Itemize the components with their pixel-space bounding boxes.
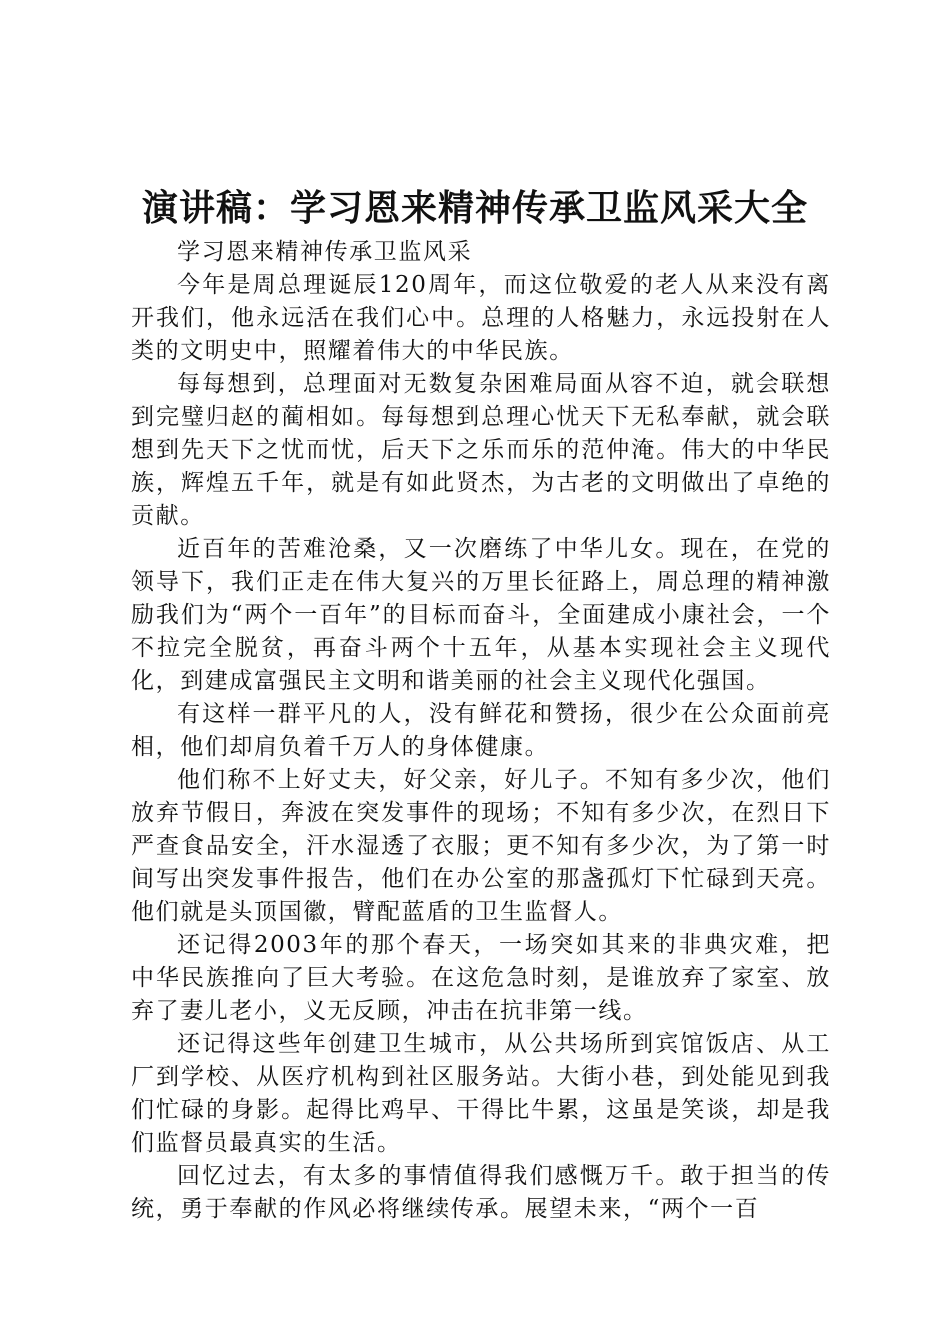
body-paragraph: 有这样一群平凡的人，没有鲜花和赞扬，很少在公众面前亮相，他们却肩负着千万人的身体健康。 [131, 701, 831, 760]
body-paragraph: 回忆过去，有太多的事情值得我们感慨万千。敢于担当的传统，勇于奉献的作风必将继续传承。展望未来，“两个一百 [131, 1163, 831, 1222]
body-paragraph: 近百年的苦难沧桑，又一次磨练了中华儿女。现在，在党的领导下，我们正走在伟大复兴的万里长征路上，周总理的精神激励我们为“两个一百年”的目标而奋斗，全面建成小康社会，一个不拉完全脱贫，再奋斗两个十五年，从基本实现社会主义现代化，到建成富强民主文明和谐美丽的社会主义现代化强国。 [131, 536, 831, 694]
document-title: 演讲稿：学习恩来精神传承卫监风采大全 [141, 187, 808, 229]
body-paragraph: 还记得2003年的那个春天，一场突如其来的非典灾难，把中华民族推向了巨大考验。在这危急时刻，是谁放弃了家室、放弃了妻儿老小，义无反顾，冲击在抗非第一线。 [131, 932, 831, 1024]
body-paragraph: 每每想到，总理面对无数复杂困难局面从容不迫，就会联想到完璧归赵的蔺相如。每每想到总理心忧天下无私奉献，就会联想到先天下之忧而忧，后天下之乐而乐的范仲淹。伟大的中华民族，辉煌五千年，就是有如此贤杰，为古老的文明做出了卓绝的贡献。 [131, 371, 831, 529]
body-paragraph: 还记得这些年创建卫生城市，从公共场所到宾馆饭店、从工厂到学校、从医疗机构到社区服务站。大街小巷，到处能见到我们忙碌的身影。起得比鸡早、干得比牛累，这虽是笑谈，却是我们监督员最真实的生活。 [131, 1031, 831, 1156]
body-paragraph: 他们称不上好丈夫，好父亲，好儿子。不知有多少次，他们放弃节假日，奔波在突发事件的现场；不知有多少次，在烈日下严查食品安全，汗水湿透了衣服；更不知有多少次，为了第一时间写出突发事件报告，他们在办公室的那盏孤灯下忙碌到天亮。他们就是头顶国徽，臂配蓝盾的卫生监督人。 [131, 767, 831, 925]
body-paragraph: 今年是周总理诞辰120周年，而这位敬爱的老人从来没有离开我们，他永远活在我们心中。总理的人格魅力，永远投射在人类的文明史中，照耀着伟大的中华民族。 [131, 272, 831, 364]
subtitle-paragraph: 学习恩来精神传承卫监风采 [177, 239, 473, 265]
document-body [131, 236, 831, 1226]
